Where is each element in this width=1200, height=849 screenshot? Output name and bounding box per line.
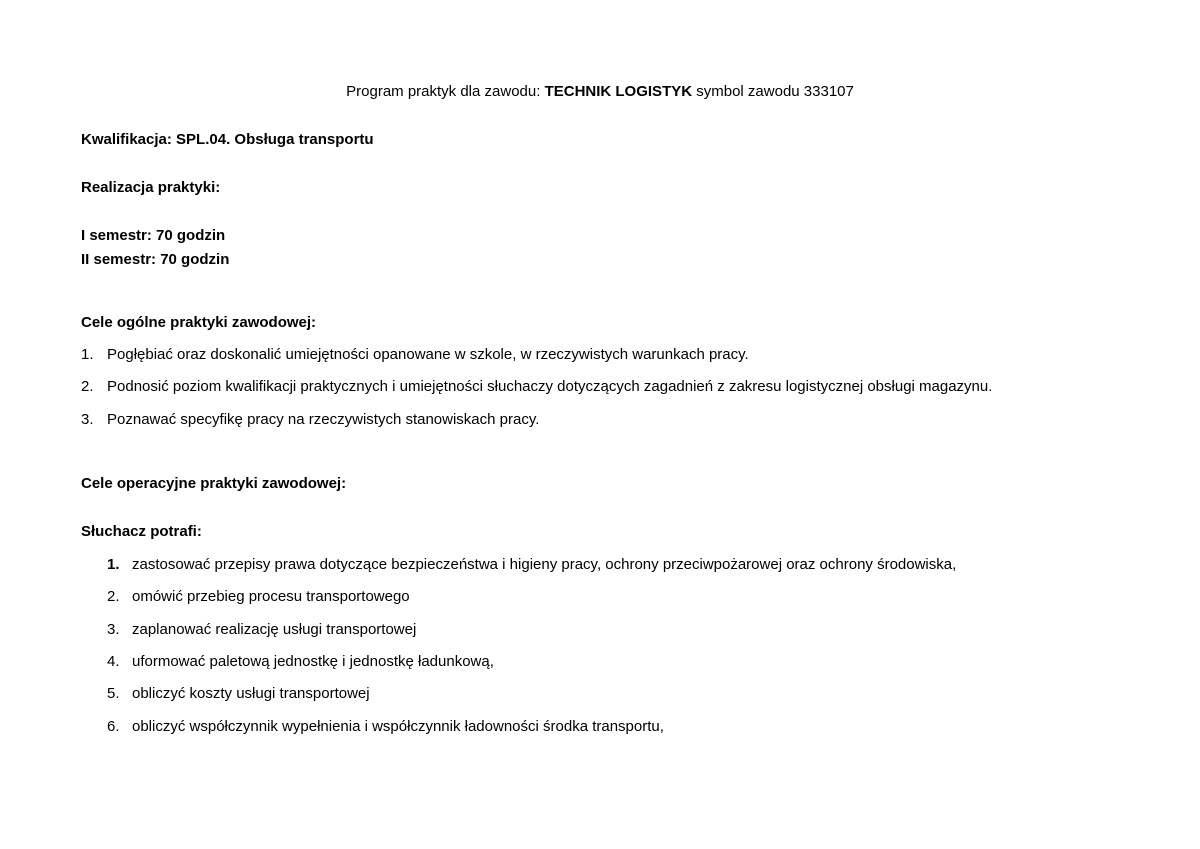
list-item-text: obliczyć koszty usługi transportowej	[132, 685, 370, 702]
list-item-number: 3.	[81, 411, 94, 428]
semester-2: II semestr: 70 godzin	[81, 251, 230, 268]
list-item-number: 1.	[81, 346, 94, 363]
list-item-text: Pogłębiać oraz doskonalić umiejętności opanowane w szkole, w rzeczywistych warunkach pracy.	[107, 346, 749, 363]
operational-goals-heading: Cele operacyjne praktyki zawodowej:	[81, 475, 347, 492]
list-item-number: 6.	[107, 718, 120, 735]
list-item-number: 2.	[107, 588, 120, 605]
list-item-number: 4.	[107, 653, 120, 670]
general-goals-heading: Cele ogólne praktyki zawodowej:	[81, 314, 317, 331]
list-item-text: zastosować przepisy prawa dotyczące bezpieczeństwa i higieny pracy, ochrony przeciwpożarowej oraz ochrony środowiska,	[132, 556, 957, 573]
list-item-number: 5.	[107, 685, 120, 702]
title-profession: TECHNIK LOGISTYK	[544, 83, 693, 100]
list-item-number: 3.	[107, 621, 120, 638]
realization-heading: Realizacja praktyki:	[81, 179, 221, 196]
list-item-text: uformować paletową jednostkę i jednostkę ładunkową,	[132, 653, 494, 670]
student-can-heading: Słuchacz potrafi:	[81, 523, 202, 540]
qualification-heading: Kwalifikacja: SPL.04. Obsługa transportu	[81, 131, 374, 148]
list-item-text: Podnosić poziom kwalifikacji praktycznych i umiejętności słuchaczy dotyczących zagadnień z zakresu logistycznej obsługi magazynu.	[107, 378, 993, 395]
list-item-text: zaplanować realizację usługi transportowej	[132, 621, 417, 638]
title-prefix: Program praktyk dla zawodu:	[346, 83, 545, 100]
semester-1: I semestr: 70 godzin	[81, 227, 226, 244]
list-item-number: 1.	[107, 556, 120, 573]
document-title	[0, 82, 1200, 102]
list-item-text: omówić przebieg procesu transportowego	[132, 588, 410, 605]
list-item-text: obliczyć współczynnik wypełnienia i współczynnik ładowności środka transportu,	[132, 718, 664, 735]
title-suffix: symbol zawodu 333107	[692, 83, 854, 100]
list-item-text: Poznawać specyfikę pracy na rzeczywistych stanowiskach pracy.	[107, 411, 540, 428]
list-item-number: 2.	[81, 378, 94, 395]
